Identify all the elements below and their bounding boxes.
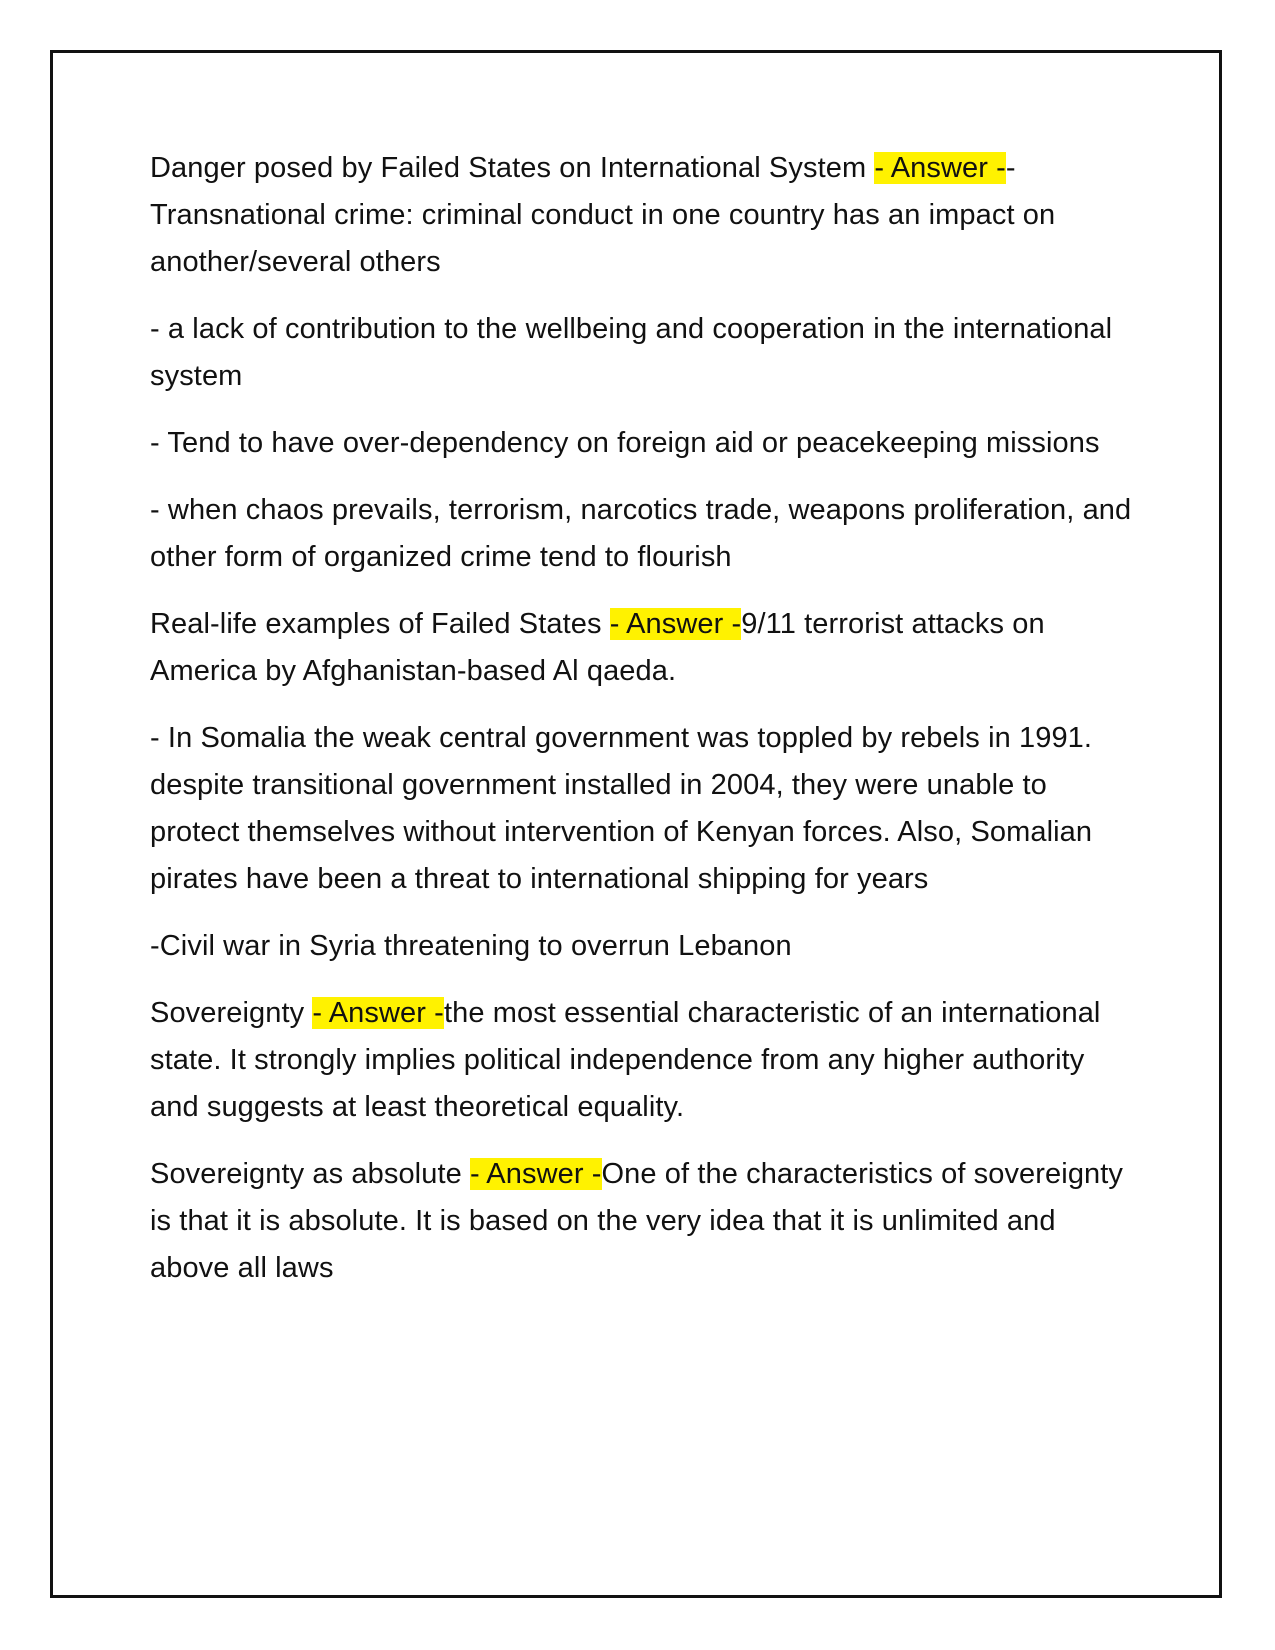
entry-term: Sovereignty [150, 997, 313, 1029]
entry-term: Danger posed by Failed States on International System [150, 152, 875, 184]
entry-sovereignty-absolute [150, 1151, 1140, 1292]
answer-marker-highlight: - Answer - [312, 997, 444, 1029]
bullet-paragraph: - In Somalia the weak central government was toppled by rebels in 1991. despite transitional government installed in 2004, they were unable to protect themselves without intervention of Kenyan forces. Also, Somalian pirates have been a threat to international shipping for years [150, 722, 1093, 895]
answer-marker-highlight: - Answer - [609, 608, 742, 640]
entry-failed-states-danger [150, 145, 1140, 286]
bullet-paragraph: - a lack of contribution to the wellbeing and cooperation in the international system [150, 313, 1113, 392]
entry-sovereignty [150, 990, 1140, 1131]
entry-term: Sovereignty as absolute [150, 1158, 470, 1190]
answer-marker-highlight: - Answer - [874, 152, 1006, 184]
entry-answer: 9/11 terrorist attacks on America by Afghanistan-based Al qaeda. [150, 608, 1045, 687]
entry-failed-states-examples [150, 601, 1140, 695]
entry-answer-continuation: Transnational crime: criminal conduct in one country has an impact on another/several others [150, 199, 1056, 278]
entry-answer: - [1005, 152, 1016, 184]
bullet-paragraph: -Civil war in Syria threatening to overrun Lebanon [150, 930, 792, 962]
document-body [150, 145, 1140, 1312]
answer-marker-highlight: - Answer - [469, 1158, 602, 1190]
bullet-paragraph: - when chaos prevails, terrorism, narcotics trade, weapons proliferation, and other form of organized crime tend to flourish [150, 494, 1132, 573]
entry-answer: One of the characteristics of sovereignty is that it is absolute. It is based on the very idea that it is unlimited and above all laws [150, 1158, 1124, 1284]
bullet-paragraph: - Tend to have over-dependency on foreign aid or peacekeeping missions [150, 427, 1100, 459]
entry-answer: the most essential characteristic of an international state. It strongly implies political independence from any higher authority and suggests at least theoretical equality. [150, 997, 1101, 1123]
entry-term: Real-life examples of Failed States [150, 608, 610, 640]
